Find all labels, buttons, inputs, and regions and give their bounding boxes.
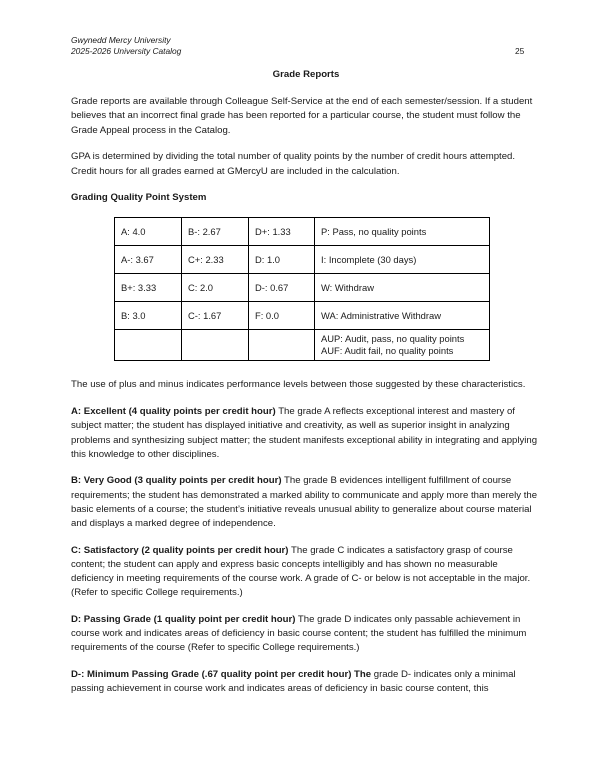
- table-cell: C: 2.0: [182, 274, 249, 302]
- header-university: Gwynedd Mercy University: [71, 35, 171, 45]
- definition-term: B: Very Good (3 quality points per credit hour): [71, 475, 282, 487]
- intro-paragraph-1: Grade reports are available through Colleague Self-Service at the end of each semester/session. If a student believes that an incorrect final grade has been reported for a particular course, the student must follow the Grade Appeal process in the Catalog.: [71, 96, 533, 136]
- table-cell: I: Incomplete (30 days): [315, 246, 490, 274]
- table-row: [115, 274, 490, 302]
- table-cell: B+: 3.33: [115, 274, 182, 302]
- audit-fail-text: AUF: Audit fail, no quality points: [321, 345, 454, 357]
- table-cell-audit: [315, 330, 490, 361]
- table-cell-empty: [182, 330, 249, 361]
- table-cell: B-: 2.67: [182, 218, 249, 246]
- table-cell: D: 1.0: [249, 246, 315, 274]
- running-header: [71, 35, 181, 57]
- definition-text: The grade D indicates only passable achievement in course work and indicates areas of deficiency in basic course content; the student has fulfilled the minimum requirements of the course (Refer to specific College requirements.): [71, 614, 527, 654]
- definition-text: The grade A reflects exceptional interest and mastery of subject matter; the student has displayed initiative and creativity, as well as superior insight in analyzing problems and synthesizing subject matter; the student manifests exceptional ability in integrating and applying this knowledge to other disciplines.: [71, 406, 538, 460]
- definition-term: A: Excellent (4 quality points per credit hour): [71, 406, 276, 418]
- table-cell-empty: [115, 330, 182, 361]
- page-content: [71, 68, 541, 709]
- definition-text: The grade C indicates a satisfactory grasp of course content; the student can apply and express basic concepts intelligibly and has shown no measurable deficiency in meeting requirements of the course work. A grade of C- or below is not acceptable in the major. (Refer to specific College requirements.): [71, 544, 531, 599]
- table-cell: C+: 2.33: [182, 246, 249, 274]
- table-cell: D+: 1.33: [249, 218, 315, 246]
- grade-table: [114, 217, 490, 361]
- definition-term: C: Satisfactory (2 quality points per credit hour): [71, 544, 289, 556]
- table-cell: W: Withdraw: [315, 274, 490, 302]
- table-cell: B: 3.0: [115, 302, 182, 330]
- definition-d: [71, 613, 541, 656]
- definition-a: [71, 405, 541, 462]
- definition-text: The grade B evidences intelligent fulfillment of course requirements; the student has demonstrated a marked ability to communicate and apply more than merely the basic elements of a course; the student’s initiative reveals unusual ability to generalize about course material and displays a marked degree of independence.: [71, 475, 538, 530]
- table-cell: WA: Administrative Withdraw: [315, 302, 490, 330]
- definition-d-minus: [71, 668, 541, 696]
- table-row: [115, 302, 490, 330]
- table-cell: D-: 0.67: [249, 274, 315, 302]
- table-cell: A: 4.0: [115, 218, 182, 246]
- table-cell-empty: [249, 330, 315, 361]
- definition-text: grade D- indicates only a minimal passing achievement in course work and indicates areas of deficiency in basic course content, this: [71, 669, 516, 695]
- page-title: Grade Reports: [272, 69, 340, 80]
- intro-paragraph-2: GPA is determined by dividing the total number of quality points by the number of credit hours attempted. Credit hours for all grades earned at GMercyU are included in the calculation.: [71, 151, 516, 177]
- table-cell: A-: 3.67: [115, 246, 182, 274]
- plus-minus-note: The use of plus and minus indicates performance levels between those suggested by these characteristics.: [71, 379, 526, 391]
- table-row: [115, 246, 490, 274]
- definition-term: D: Passing Grade (1 quality point per credit hour): [71, 614, 296, 626]
- table-cell: P: Pass, no quality points: [315, 218, 490, 246]
- audit-pass-text: AUP: Audit, pass, no quality points: [321, 332, 465, 344]
- header-catalog: 2025-2026 University Catalog: [71, 46, 182, 56]
- page-number: 25: [515, 46, 525, 56]
- definition-term: D-: Minimum Passing Grade (.67 quality point per credit hour) The: [71, 669, 372, 681]
- grading-heading: Grading Quality Point System: [71, 192, 207, 204]
- definition-b: [71, 474, 541, 531]
- table-cell: C-: 1.67: [182, 302, 249, 330]
- table-cell: F: 0.0: [249, 302, 315, 330]
- table-row: [115, 330, 490, 361]
- table-row: [115, 218, 490, 246]
- definition-c: [71, 544, 541, 601]
